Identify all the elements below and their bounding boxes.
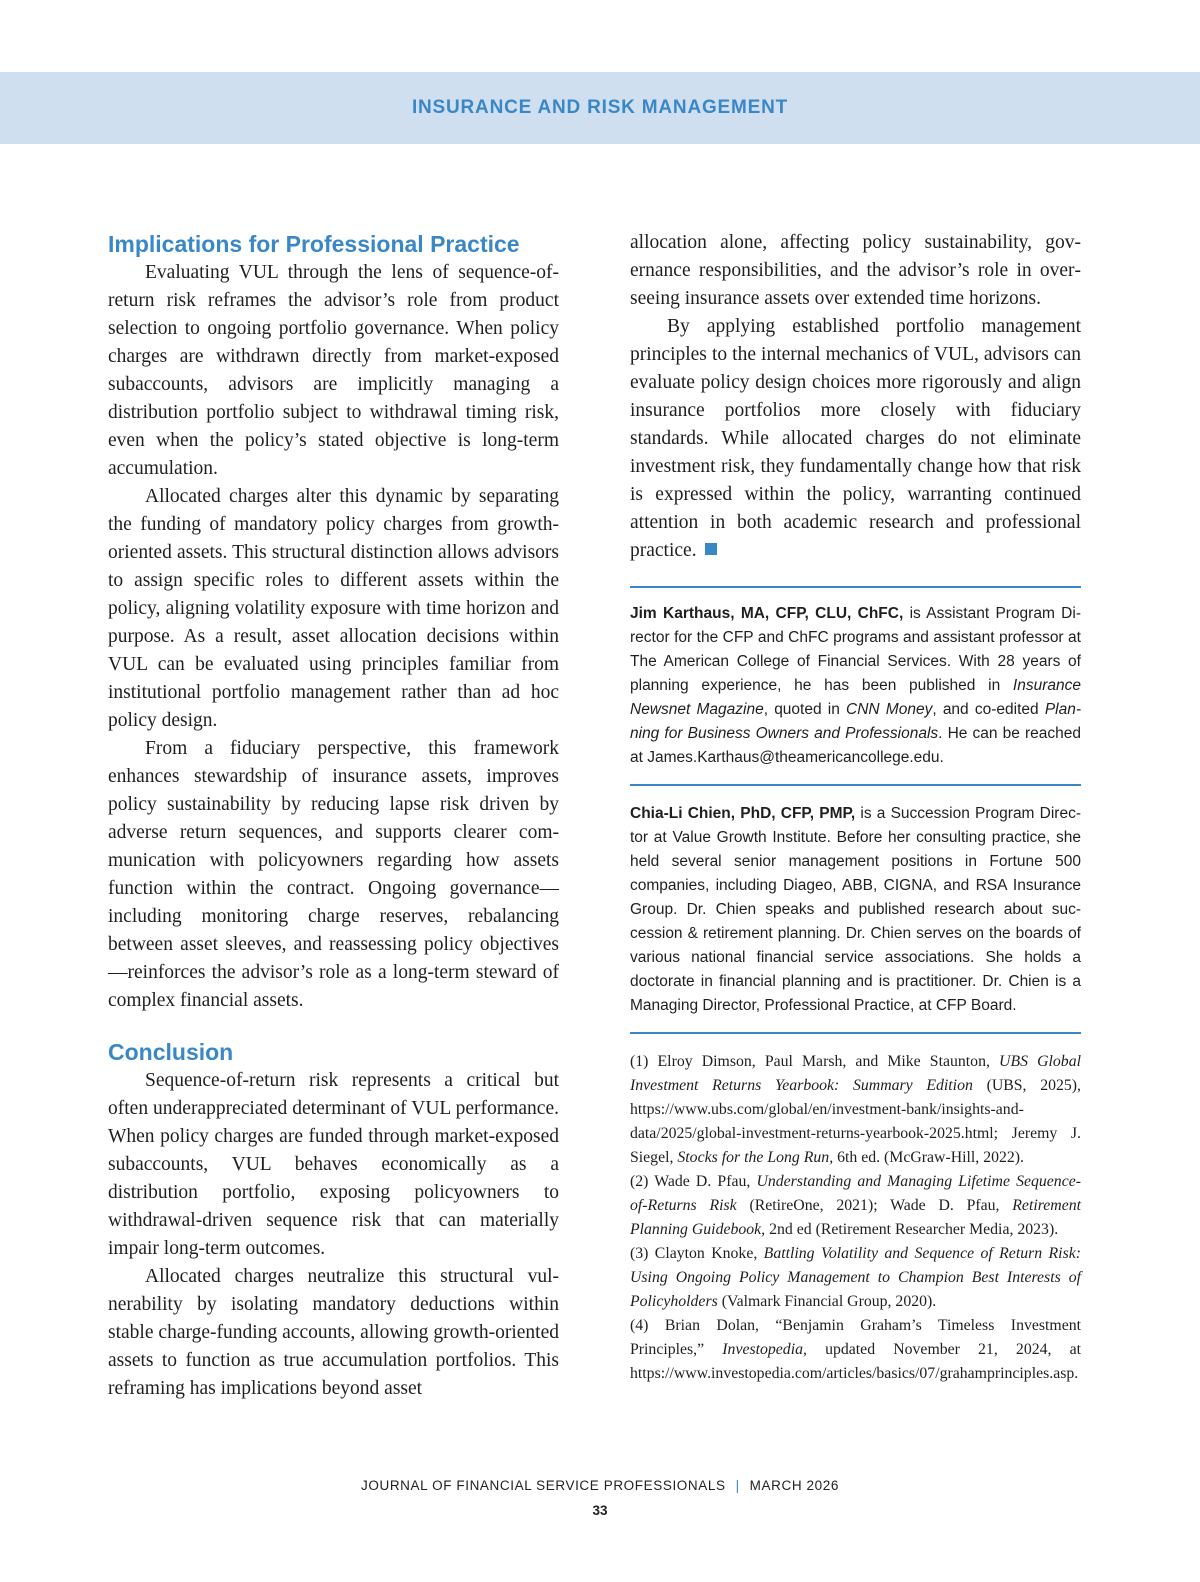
implications-paragraph: From a fiduciary perspective, this framework enhances stewardship of insurance assets, improves policy sustainability by reducing lapse risk driven by adverse return sequences, and supports clearer communication with policyowners regarding how assets function within the contract. Ongoing governance—including monitoring charge reserves, rebalancing between asset sleeves, and reassessing policy objectives—reinforces the advisor’s role as a long-term steward of complex financial assets. [108, 738, 559, 1011]
publication-title: Planning for Business Owners and Professionals [630, 701, 1082, 742]
bio-text: is a Succession Program Director at Value Growth Institute. Before her consulting practice, she held several senior management positions in Fortune 500 companies, including Diageo, ABB, CIGNA, and RSA Insurance Group. Dr. Chien speaks and published research about succession & retirement planning. Dr. Chien serves on the boards of various national financial service associations. She holds a doctorate in financial planning and is practitioner. Dr. Chien is a Managing Director, Professional Practice, at CFP Board. [630, 805, 1082, 1014]
publication-title: Insurance Newsnet Magazine [630, 677, 1081, 718]
bio-text: . He can be reached at James.Karthaus@theamericancollege.edu. [630, 725, 1081, 766]
divider [630, 784, 1081, 786]
page-number: 33 [592, 1503, 608, 1518]
implications-heading: Implications for Professional Practice [108, 231, 520, 257]
author-bio-karthaus [630, 602, 1081, 770]
bio-text: is Assistant Program Director for the CFP and ChFC programs and assistant professor at The American College of Financial Services. With 28 years of planning experience, he has been published in [630, 605, 1081, 694]
author-name: Jim Karthaus, MA, CFP, CLU, ChFC, [630, 605, 904, 622]
issue-date: MARCH 2026 [749, 1478, 839, 1493]
end-of-article-square-icon [705, 543, 717, 555]
left-column [108, 229, 559, 1403]
conclusion-paragraph: Sequence-of-return risk represents a critical but often underappreciated determinant of VUL performance. When policy charges are funded through market-exposed subaccounts, VUL behaves economically as a distribution portfolio, exposing policyowners to withdrawal-driven sequence risk that can materially impair long-term outcomes. [108, 1070, 559, 1259]
implications-paragraph: Allocated charges alter this dynamic by separating the funding of mandatory policy charges from growth-oriented assets. This structural distinction allows advisors to assign specific roles to different assets within the policy, aligning volatility exposure with time horizon and purpose. As a result, asset allocation decisions within VUL can be evaluated using principles familiar from institutional portfolio management rather than ad hoc policy design. [108, 486, 559, 731]
conclusion-heading: Conclusion [108, 1039, 234, 1065]
section-header-band [0, 72, 1200, 144]
page-footer [0, 1478, 1200, 1493]
conclusion-paragraph: Allocated charges neutralize this structural vulnerability by isolating mandatory deductions within stable charge-funding accounts, allowing growth-oriented assets to function as true accumulation portfolios. This reframing has implications beyond asset [108, 1266, 559, 1399]
journal-name: JOURNAL OF FINANCIAL SERVICE PROFESSIONALS [361, 1478, 726, 1493]
endnotes [630, 1050, 1081, 1386]
author-bio-chien [630, 802, 1081, 1018]
section-title: INSURANCE AND RISK MANAGEMENT [411, 97, 789, 118]
right-column [630, 229, 1081, 1386]
endnote-2: (2) Wade D. Pfau, Understanding and Managing Lifetime Sequence-of-Returns Risk (RetireOne, 2021); Wade D. Pfau, Retirement Planning Guidebook, 2nd ed (Retirement Researcher Media, 2023). [630, 1173, 1081, 1238]
publication-title: CNN Money [846, 701, 933, 718]
bio-text: , quoted in [763, 701, 847, 718]
footer-separator: | [735, 1478, 740, 1493]
endnote-1: (1) Elroy Dimson, Paul Marsh, and Mike Staunton, UBS Global Investment Returns Yearbook: Summary Edition (UBS, 2025), https://www.ubs.com/global/en/investment-bank/insights-and-data/2025/global-investment-returns-yearbook-2025.html; Jeremy J. Siegel, Stocks for the Long Run, 6th ed. (McGraw-Hill, 2022). [630, 1053, 1081, 1166]
author-name: Chia-Li Chien, PhD, CFP, PMP, [630, 805, 856, 822]
bio-text: , and co-edited [932, 701, 1045, 718]
endnote-3: (3) Clayton Knoke, Battling Volatility and Sequence of Return Risk: Using Ongoing Policy Management to Champion Best Interests of Policyholders (Valmark Financial Group, 2020). [630, 1245, 1081, 1310]
implications-paragraph: Evaluating VUL through the lens of sequence-of-return risk reframes the advisor’s role from product selection to ongoing portfolio governance. When policy charges are withdrawn directly from market-exposed subaccounts, advisors are implicitly managing a distribution portfolio subject to withdrawal timing risk, even when the policy’s stated objective is long-term accumulation. [108, 262, 559, 479]
final-paragraph [630, 313, 1081, 565]
divider [630, 1032, 1081, 1034]
divider [630, 586, 1081, 588]
final-paragraph-text: By applying established portfolio management principles to the internal mechanics of VUL, advisors can evaluate policy design choices more rigorously and align insurance portfolios more closely with fiduciary standards. While allocated charges do not eliminate investment risk, they fundamentally change how that risk is expressed within the policy, warranting continued attention in both academic research and professional practice. [630, 316, 1081, 561]
continued-paragraph: allocation alone, affecting policy sustainability, governance responsibilities, and the advisor’s role in overseeing insurance assets over extended time horizons. [630, 232, 1081, 309]
endnote-4: (4) Brian Dolan, “Benjamin Graham’s Timeless Investment Principles,” Investopedia, updated November 21, 2024, at https://www.investopedia.com/articles/basics/07/grahamprinciples.asp. [630, 1317, 1081, 1382]
